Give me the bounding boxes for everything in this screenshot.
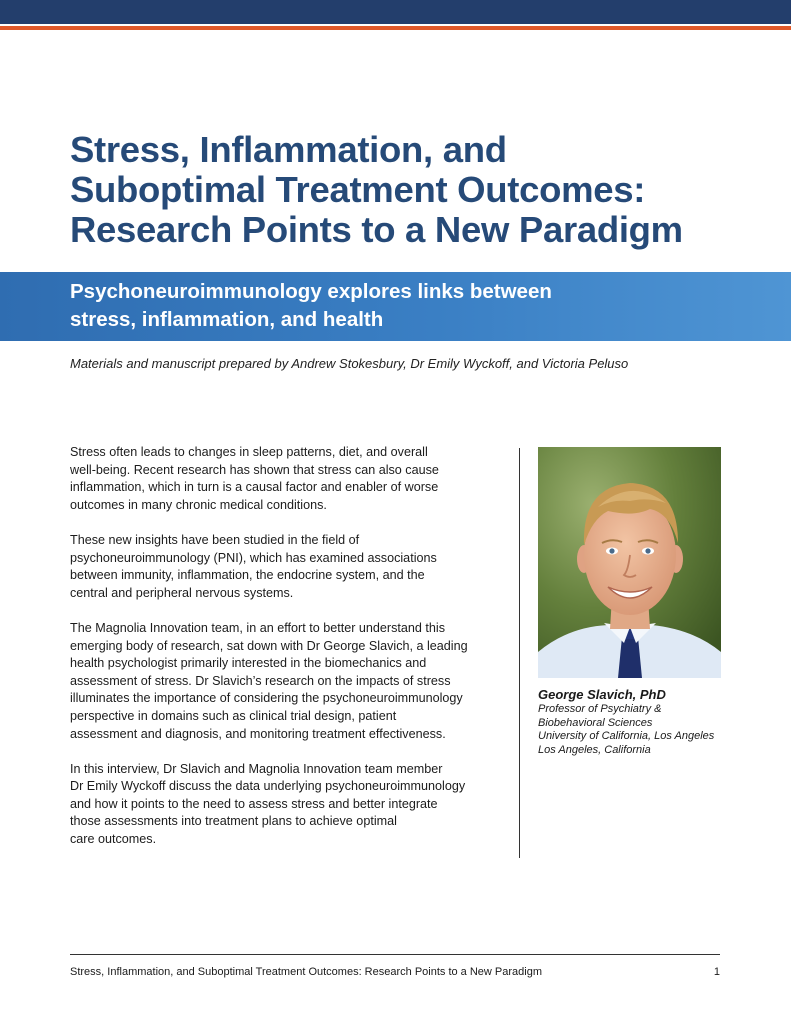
text-line: These new insights have been studied in the field of bbox=[70, 532, 360, 547]
text-line: emerging body of research, sat down with Dr George Slavich, a leading bbox=[70, 638, 468, 653]
title-line: Suboptimal Treatment Outcomes: bbox=[70, 169, 646, 210]
text-line: health psychologist primarily interested in the biomechanics and bbox=[70, 656, 427, 671]
text-line: assessment of stress. Dr Slavich’s research on the impacts of stress bbox=[70, 673, 451, 688]
footer-title: Stress, Inflammation, and Suboptimal Treatment Outcomes: Research Points to a New Paradigm bbox=[70, 966, 542, 978]
subtitle bbox=[70, 278, 770, 334]
text-line: central and peripheral nervous systems. bbox=[70, 585, 294, 600]
column-divider bbox=[519, 448, 520, 858]
subtitle-line: Psychoneuroimmunology explores links between bbox=[70, 280, 552, 303]
paragraph bbox=[70, 761, 510, 849]
profile-location: Los Angeles, California bbox=[538, 743, 651, 756]
text-line: outcomes in many chronic medical conditions. bbox=[70, 497, 327, 512]
profile-photo bbox=[538, 447, 721, 678]
paragraph bbox=[70, 444, 510, 514]
profile-name: George Slavich, PhD bbox=[538, 687, 666, 702]
text-line: care outcomes. bbox=[70, 832, 157, 847]
footer-rule bbox=[70, 954, 720, 955]
text-line: illuminates the importance of considering the psychoneuroimmunology bbox=[70, 691, 463, 706]
text-line: The Magnolia Innovation team, in an effort to better understand this bbox=[70, 620, 446, 635]
profile-title-line: Professor of Psychiatry & bbox=[538, 703, 662, 715]
text-line: inflammation, which in turn is a causal factor and enabler of worse bbox=[70, 480, 439, 495]
page-number: 1 bbox=[713, 966, 720, 978]
text-line: psychoneuroimmunology (PNI), which has examined associations bbox=[70, 550, 437, 565]
text-line: assessment and diagnosis, and monitoring treatment effectiveness. bbox=[70, 726, 446, 741]
text-line: and how it points to the need to assess stress and better integrate bbox=[70, 796, 438, 811]
paragraph bbox=[70, 620, 510, 743]
text-line: those assessments into treatment plans to achieve optimal bbox=[70, 814, 397, 829]
title-line: Stress, Inflammation, and bbox=[70, 129, 507, 170]
text-line: between immunity, inflammation, the endocrine system, and the bbox=[70, 568, 425, 583]
subtitle-line: stress, inflammation, and health bbox=[70, 308, 384, 331]
credits-line: Materials and manuscript prepared by Andrew Stokesbury, Dr Emily Wyckoff, and Victoria Peluso bbox=[70, 356, 629, 371]
page-title bbox=[70, 130, 760, 250]
text-line: well-being. Recent research has shown that stress can also cause bbox=[70, 462, 439, 477]
text-line: In this interview, Dr Slavich and Magnolia Innovation team member bbox=[70, 761, 443, 776]
title-line: Research Points to a New Paradigm bbox=[70, 209, 683, 250]
article-body bbox=[70, 444, 510, 866]
portrait-illustration bbox=[538, 447, 721, 678]
profile-caption bbox=[538, 687, 738, 757]
paragraph bbox=[70, 532, 510, 602]
profile-affiliation: University of California, Los Angeles bbox=[538, 730, 715, 742]
header-bar bbox=[0, 0, 791, 24]
header-accent-stripe bbox=[0, 26, 791, 30]
text-line: Dr Emily Wyckoff discuss the data underlying psychoneuroimmunology bbox=[70, 779, 466, 794]
text-line: perspective in domains such as clinical trial design, patient bbox=[70, 708, 397, 723]
profile-title-line: Biobehavioral Sciences bbox=[538, 716, 653, 729]
text-line: Stress often leads to changes in sleep patterns, diet, and overall bbox=[70, 445, 428, 459]
